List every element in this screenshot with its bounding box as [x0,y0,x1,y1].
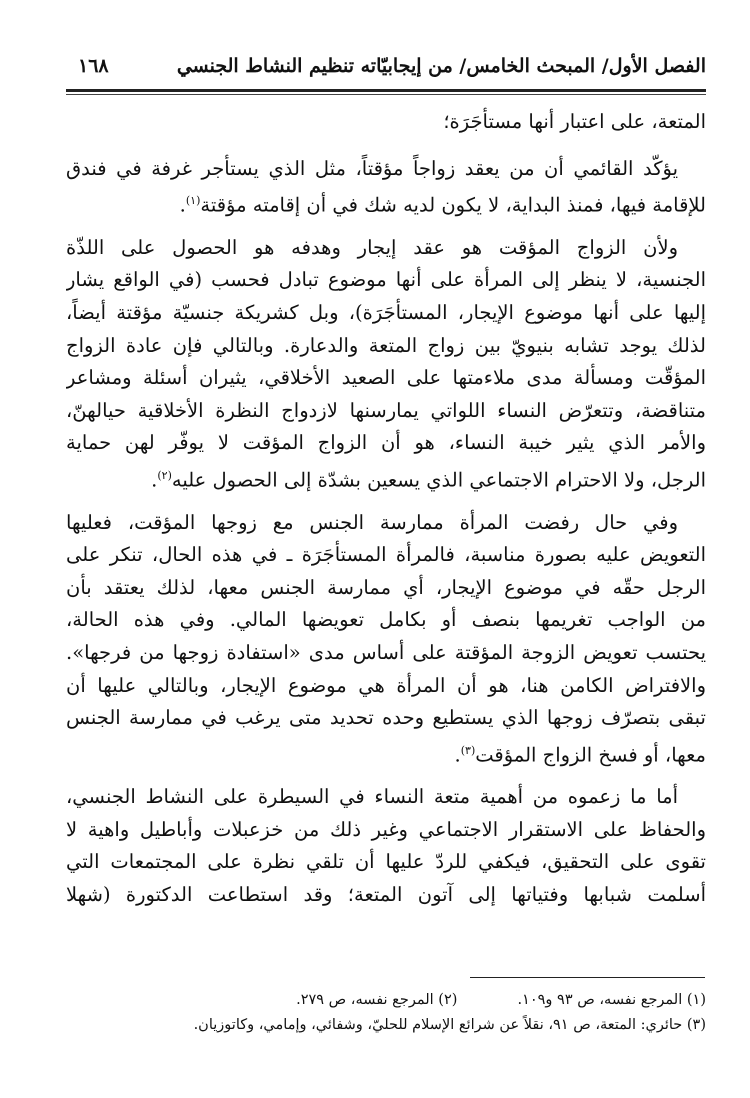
running-header [66,55,706,85]
text-line: التعويض عليه بصورة مناسبة، فالمرأة المستأجَرَة ـ في هذه الحال، تنكر على [66,543,706,567]
text-line: أما ما زعموه من أهمية متعة النساء في السيطرة على النشاط الجنسي، [66,785,678,809]
footnotes [66,988,706,1038]
footnote-marker: (٢) [157,468,172,482]
text-line: تقوى على التحقيق، فيكفي للردّ عليها أن تلقي نظرة على المجتمعات التي [66,850,706,874]
footnote-3: (٣) حائري: المتعة، ص ٩١، نقلاً عن شرائع الإسلام للحليّ، وشفائي، وإمامي، وكاتوزيان. [193,1017,706,1033]
paragraph [66,507,706,768]
footnote-line [66,1013,706,1038]
body-text [66,106,706,926]
text-line: يحتسب تعويض الزوجة المؤقتة على أساس مدى «استفادة زوجها من فرجها». [66,640,706,664]
text-line: تبقى بتصرّف زوجها الذي يستطيع وحده تحديد متى يرغب في ممارسة الجنس [66,706,706,730]
text-line-content: للإقامة فيها، فمنذ البداية، لا يكون لديه شك في أن إقامته مؤقتة [200,193,706,217]
footnote-2: (٢) المرجع نفسه، ص ٢٧٩. [296,992,458,1008]
text-line: المؤقّت ومسألة مدى ملاءمتها على الصعيد الأخلاقي، يثيران أسئلة ومشاعر [66,366,706,390]
paragraph [66,153,706,218]
text-line: المتعة، على اعتبار أنها مستأجَرَة؛ [443,110,706,133]
text-line: ولأن الزواج المؤقت هو عقد إيجار وهدفه هو الحصول على اللذّة [66,235,678,259]
paragraph [66,106,706,139]
text-line: متناقضة، وتتعرّض النساء اللواتي يمارسنها لازدواج النظرة الأخلاقية حيالهنّ، [66,398,706,422]
header-rule [66,89,706,92]
header-rule-thin [66,94,706,95]
paragraph [66,781,706,911]
text-line: والحفاظ على الاستقرار الاجتماعي وغير ذلك من خزعبلات وأباطيل واهية لا [66,817,706,841]
text-line: والأمر الذي يثير خيبة النساء، هو أن الزواج المؤقت لا يوفّر لهن حماية [66,431,706,455]
text-line: الجنسية، لا ينظر إلى المرأة على أنها موضوع تبادل فحسب (في الواقع يشار [66,268,706,292]
text-line: معها، أو فسخ الزواج المؤقت$^{(٣)}$. [454,743,706,767]
text-line-content: الرجل، ولا الاحترام الاجتماعي الذي يسعين بشدّة إلى الحصول عليه [171,468,706,492]
text-line: الرجل، ولا الاحترام الاجتماعي الذي يسعين بشدّة إلى الحصول عليه$^{(٢)}$. [151,468,706,492]
page-number: ١٦٨ [78,55,109,77]
paragraph [66,232,706,493]
text-line: والافتراض الكامن هنا، هو أن المرأة هي موضوع الإيجار، وبالتالي عليها أن [66,673,706,697]
text-line: لذلك يوجد تشابه بنيويّ بين زواج المتعة والدعارة. وبالتالي فإن عادة الزواج [66,333,706,357]
footnote-line [66,988,706,1013]
footnote-marker: (٣) [460,743,476,757]
footnote-separator [470,977,705,978]
text-line: الرجل حقّه في موضوع الإيجار، أي ممارسة الجنس معها، لذلك يعتقد بأن [66,575,706,599]
text-line: من الواجب تغريمها بنصف أو بكامل تعويضها المالي. وفي هذه الحالة، [66,608,706,632]
text-line: للإقامة فيها، فمنذ البداية، لا يكون لديه شك في أن إقامته مؤقتة$^{(١)}$. [179,193,706,217]
footnote-1: (١) المرجع نفسه، ص ٩٣ و١٠٩. [517,992,706,1008]
text-line: وفي حال رفضت المرأة ممارسة الجنس مع زوجها المؤقت، فعليها [66,510,678,534]
text-line: يؤكّد القائمي أن من يعقد زواجاً مؤقتاً، مثل الذي يستأجر غرفة في فندق [66,156,678,180]
chapter-title: الفصل الأول/ المبحث الخامس/ من إيجابيّاته تنظيم النشاط الجنسي [176,55,706,77]
text-line-content: معها، أو فسخ الزواج المؤقت [475,743,706,767]
text-line: أسلمت شبابها وفتياتها إلى آتون المتعة؛ وقد استطاعت الدكتورة (شهلا [66,883,706,907]
footnote-marker: (١) [185,194,201,208]
text-line: إليها على أنها موضوع الإيجار، المستأجَرَة)، وبل كشريكة جنسيّة مؤقتة أيضاً، [66,300,706,324]
